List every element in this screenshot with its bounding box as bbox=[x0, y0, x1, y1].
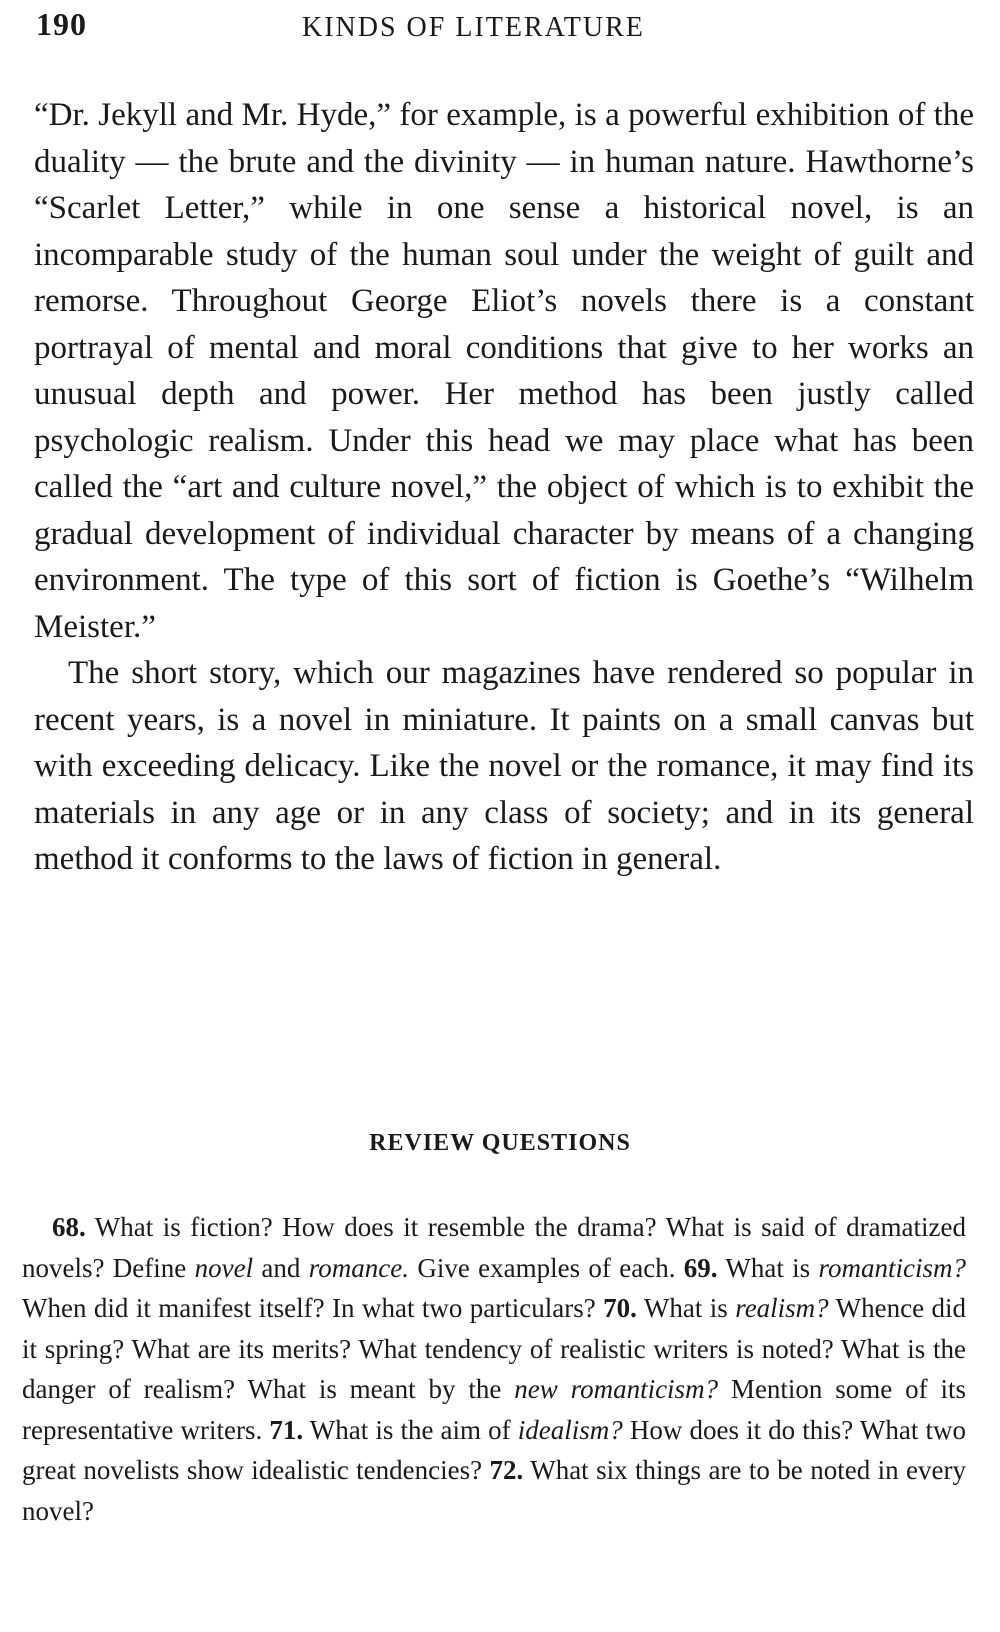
question-text: Whence did it spring? What are its merits? What tendency of realistic writers is noted? What is the danger of realism? What is meant by the bbox=[22, 1293, 966, 1404]
question-number: 72. bbox=[489, 1455, 524, 1485]
paragraph: The short story, which our magazines have rendered so popular in recent years, is a novel in miniature. It paints on a small canvas but with exceeding delicacy. Like the novel or the romance, it may find its materials in any age or in any class of society; and in its general method it conforms to the laws of fiction in general. bbox=[34, 655, 974, 877]
running-head: KINDS OF LITERATURE bbox=[302, 12, 645, 43]
italic-term: realism? bbox=[735, 1293, 829, 1323]
italic-term: novel bbox=[194, 1252, 254, 1283]
italic-term: new romanticism? bbox=[514, 1374, 719, 1404]
question-text: Mention some of its representative writers. bbox=[22, 1374, 966, 1445]
question-text: Give examples of each. bbox=[408, 1252, 684, 1283]
body-text bbox=[34, 92, 974, 883]
question-text: What is fiction? How does it resemble the drama? What is said of dramatized novels? Define bbox=[22, 1212, 966, 1283]
question-number: 71. bbox=[269, 1414, 304, 1445]
question-text: What is bbox=[636, 1293, 736, 1323]
question-number: 68. bbox=[52, 1212, 86, 1242]
question-text: When did it manifest itself? In what two particulars? bbox=[22, 1293, 604, 1323]
question-text: How does it do this? What two great novelists show idealistic tendencies? bbox=[22, 1414, 966, 1485]
page-number: 190 bbox=[36, 6, 87, 42]
question-text: What six things are to be noted in every novel? bbox=[22, 1455, 967, 1526]
question-text: What is the aim of bbox=[303, 1414, 518, 1445]
question-text: What is bbox=[717, 1252, 819, 1283]
paragraph: “Dr. Jekyll and Mr. Hyde,” for example, is a powerful exhibition of the duality — the brute and the divinity — in human nature. Hawthorne’s “Scarlet Letter,” while in one sense a historical novel, is an incomparable study of the human soul under the weight of guilt and remorse. Throughout George Eliot’s novels there is a constant portrayal of mental and moral conditions that give to her works an unusual depth and power. Her method has been justly called psychologic realism. Under this head we may place what has been called the “art and culture novel,” the object of which is to exhibit the gradual development of individual character by means of a changing environment. The type of this sort of fiction is Goethe’s “Wilhelm Meister.” bbox=[34, 97, 974, 645]
section-heading: REVIEW QUESTIONS bbox=[369, 1130, 631, 1156]
question-number: 69. bbox=[683, 1252, 718, 1283]
italic-term: romance. bbox=[308, 1252, 409, 1283]
italic-term: idealism? bbox=[517, 1414, 623, 1445]
italic-term: romanticism? bbox=[818, 1252, 967, 1283]
review-questions bbox=[22, 1207, 966, 1531]
question-number: 70. bbox=[603, 1293, 637, 1323]
page-header bbox=[36, 6, 966, 50]
question-text: and bbox=[253, 1252, 309, 1283]
